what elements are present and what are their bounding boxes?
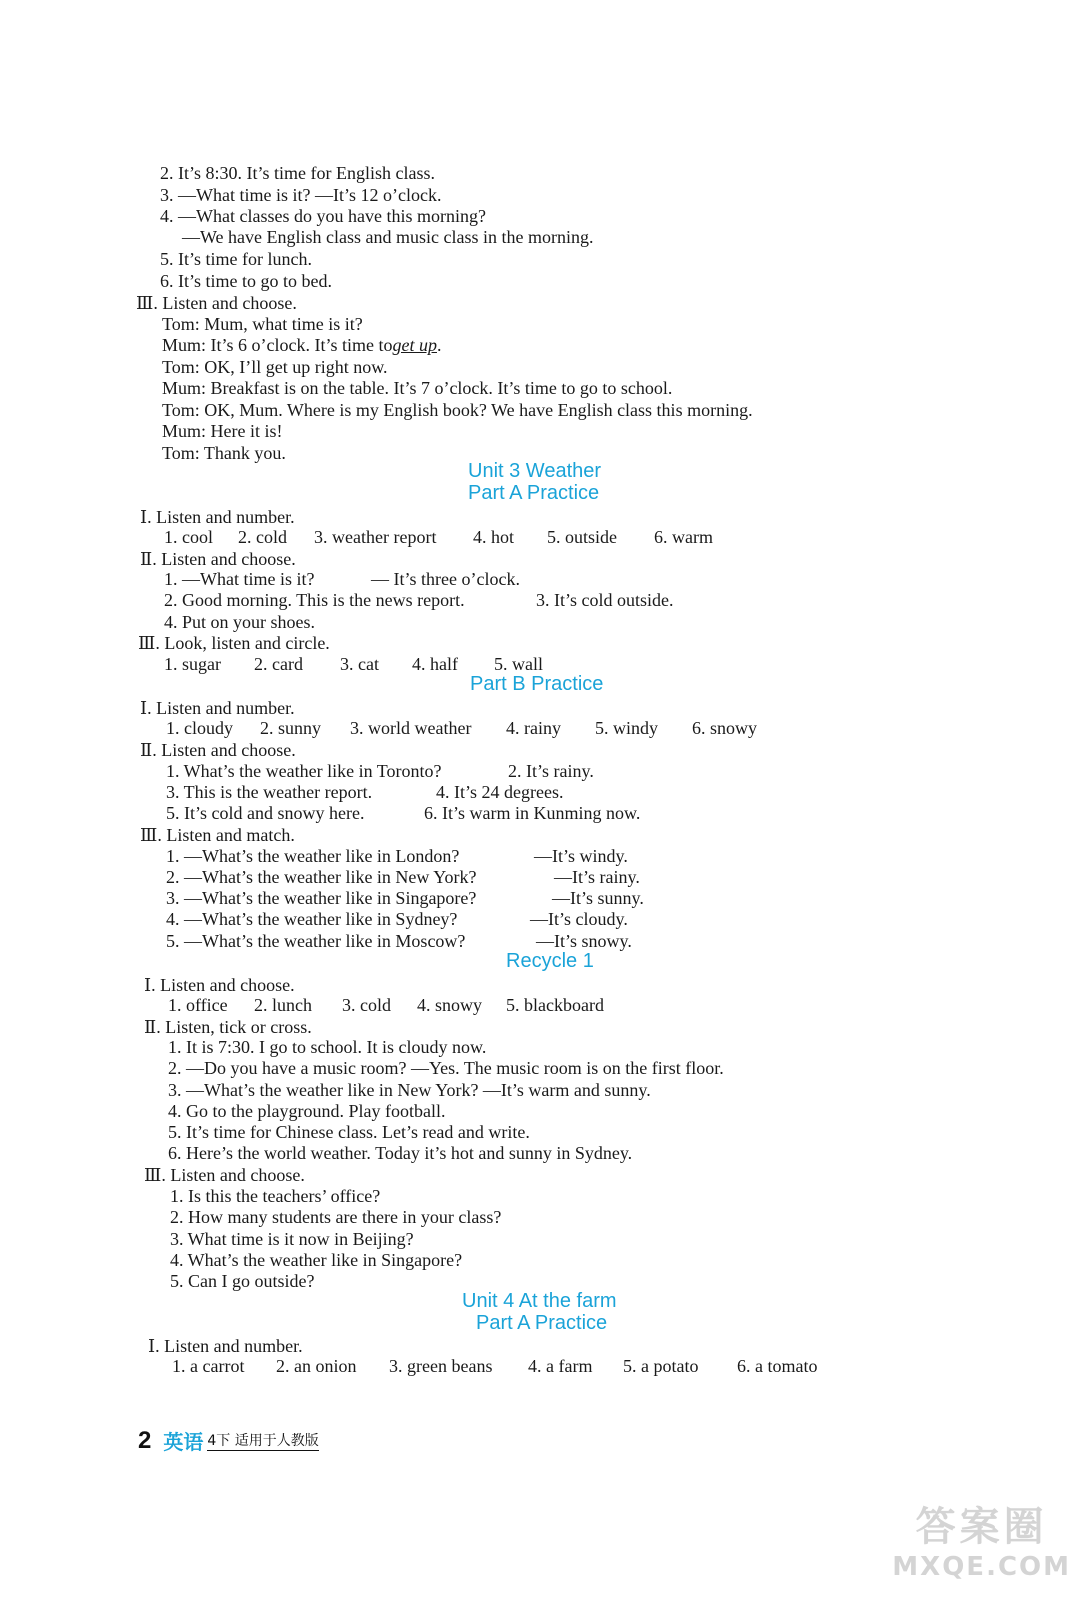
text-line <box>166 930 632 952</box>
text-segment: 5. —What’s the weather like in Moscow? <box>166 931 466 951</box>
text-segment: —It’s cloudy. <box>530 909 628 929</box>
section-heading: Ⅲ. Look, listen and circle. <box>138 633 330 653</box>
text-line <box>166 845 628 867</box>
text-line: 6. Here’s the world weather. Today it’s hot and sunny in Sydney. <box>168 1143 633 1163</box>
text-segment: —It’s rainy. <box>554 867 640 887</box>
part-title: Part A Practice <box>476 1312 608 1334</box>
text-line: 3. What time is it now in Beijing? <box>170 1229 414 1249</box>
text-line <box>166 908 628 930</box>
text-line: 6. It’s time to go to bed. <box>160 271 332 291</box>
section-heading: Ⅰ. Listen and number. <box>140 507 295 527</box>
answer-row <box>172 1355 817 1377</box>
text-line: 4. —What classes do you have this morning? <box>160 206 486 226</box>
text-line: 3. —What’s the weather like in New York? —It’s warm and sunny. <box>168 1080 651 1100</box>
answer-item: 2. sunny <box>260 718 322 738</box>
answer-item: 1. cool <box>164 527 213 547</box>
unit-title: Unit 4 At the farm <box>462 1290 617 1312</box>
answer-item: 5. windy <box>595 718 658 738</box>
text-line: 5. It’s time for lunch. <box>160 249 312 269</box>
text-segment: 2. It’s rainy. <box>508 761 594 781</box>
answer-item: 3. cold <box>342 995 391 1015</box>
section-heading: Ⅰ. Listen and number. <box>148 1336 303 1356</box>
answer-row <box>164 526 713 548</box>
watermark-url: MXQE.COM <box>892 1552 1071 1582</box>
watermark-logo-text: 答案圈 <box>915 1504 1048 1550</box>
dialogue-text: Mum: It’s 6 o’clock. It’s time to <box>162 335 393 355</box>
answer-item: 4. hot <box>473 527 515 547</box>
answer-item: 2. lunch <box>254 995 312 1015</box>
text-line: 1. It is 7:30. I go to school. It is cloudy now. <box>168 1037 487 1057</box>
section-heading: Ⅰ. Listen and choose. <box>144 975 295 995</box>
text-segment: 4. It’s 24 degrees. <box>436 782 564 802</box>
page-number: 2 <box>138 1426 152 1454</box>
section-heading: Ⅲ. Listen and choose. <box>136 293 297 313</box>
answer-item: 6. snowy <box>692 718 758 738</box>
answer-item: 3. weather report <box>314 527 437 547</box>
section-heading: Ⅲ. Listen and choose. <box>144 1165 305 1185</box>
text-line: 5. It’s time for Chinese class. Let’s read and write. <box>168 1122 530 1142</box>
dialogue-line: Tom: Mum, what time is it? <box>162 314 363 334</box>
unit-title: Unit 3 Weather <box>468 460 602 482</box>
text-segment: 1. —What’s the weather like in London? <box>166 846 460 866</box>
section-heading: Ⅱ. Listen, tick or cross. <box>144 1017 312 1037</box>
section-heading: Ⅱ. Listen and choose. <box>140 549 296 569</box>
dialogue-line: Mum: Breakfast is on the table. It’s 7 o’clock. It’s time to go to school. <box>162 378 673 398</box>
text-line: 2. How many students are there in your class? <box>170 1207 502 1227</box>
answer-item: 5. wall <box>494 654 543 674</box>
blank-answer: get up <box>392 335 437 355</box>
answer-item: 2. cold <box>238 527 287 547</box>
answer-row <box>166 717 757 739</box>
text-line: 2. —Do you have a music room? —Yes. The music room is on the first floor. <box>168 1058 724 1078</box>
text-segment: 6. It’s warm in Kunming now. <box>424 803 641 823</box>
text-segment: 4. —What’s the weather like in Sydney? <box>166 909 458 929</box>
subject-label: 英语 <box>163 1430 204 1454</box>
dialogue-line: Tom: Thank you. <box>162 443 286 463</box>
text-line: 3. —What time is it? —It’s 12 o’clock. <box>160 185 442 205</box>
text-segment: 5. It’s cold and snowy here. <box>166 803 365 823</box>
text-line <box>166 760 594 782</box>
text-segment: 3. It’s cold outside. <box>536 590 674 610</box>
section-heading: Ⅲ. Listen and match. <box>140 825 295 845</box>
grade-edition-label: 4下 适用于人教版 <box>207 1430 318 1451</box>
text-line <box>166 781 563 803</box>
text-line: 4. Put on your shoes. <box>164 612 316 632</box>
answer-item: 6. a tomato <box>737 1356 818 1376</box>
answer-item: 3. cat <box>340 654 379 674</box>
answer-item: 4. half <box>412 654 458 674</box>
section-heading: Ⅰ. Listen and number. <box>140 698 295 718</box>
part-title: Part A Practice <box>468 482 600 504</box>
dialogue-line <box>162 334 441 356</box>
answer-item: 5. outside <box>547 527 617 547</box>
answer-item: 4. snowy <box>417 995 483 1015</box>
text-line: 4. Go to the playground. Play football. <box>168 1101 446 1121</box>
text-segment: 1. What’s the weather like in Toronto? <box>166 761 442 781</box>
answer-row <box>164 653 543 675</box>
text-segment: 2. —What’s the weather like in New York? <box>166 867 477 887</box>
text-line <box>164 589 674 611</box>
answer-item: 6. warm <box>654 527 713 547</box>
answer-item: 4. rainy <box>506 718 561 738</box>
text-segment: —It’s windy. <box>534 846 628 866</box>
text-line: —We have English class and music class in the morning. <box>182 227 594 247</box>
text-segment: 1. —What time is it? <box>164 569 315 589</box>
text-segment: 2. Good morning. This is the news report. <box>164 590 465 610</box>
text-segment: — It’s three o’clock. <box>371 569 520 589</box>
answer-item: 1. office <box>168 995 228 1015</box>
text-segment: 3. —What’s the weather like in Singapore? <box>166 888 477 908</box>
text-segment: —It’s sunny. <box>552 888 644 908</box>
text-segment: —It’s snowy. <box>536 931 632 951</box>
answer-row <box>168 994 604 1016</box>
dialogue-line: Mum: Here it is! <box>162 421 283 441</box>
text-line <box>164 568 520 590</box>
answer-item: 1. a carrot <box>172 1356 245 1376</box>
text-line <box>166 887 644 909</box>
text-line <box>166 802 640 824</box>
answer-item: 3. green beans <box>389 1356 493 1376</box>
text-line: 1. Is this the teachers’ office? <box>170 1186 381 1206</box>
section-heading: Ⅱ. Listen and choose. <box>140 740 296 760</box>
part-title: Part B Practice <box>470 673 604 695</box>
dialogue-text: . <box>436 335 442 355</box>
answer-item: 2. card <box>254 654 303 674</box>
answer-item: 2. an onion <box>276 1356 357 1376</box>
unit-title: Recycle 1 <box>506 950 594 972</box>
answer-item: 4. a farm <box>528 1356 593 1376</box>
watermark <box>892 1495 1071 1582</box>
answer-item: 5. blackboard <box>506 995 604 1015</box>
page-footer <box>138 1426 319 1455</box>
text-segment: 3. This is the weather report. <box>166 782 373 802</box>
answer-item: 5. a potato <box>623 1356 699 1376</box>
text-line: 2. It’s 8:30. It’s time for English class. <box>160 163 435 183</box>
answer-item: 1. sugar <box>164 654 221 674</box>
text-line: 4. What’s the weather like in Singapore? <box>170 1250 463 1270</box>
dialogue-line: Tom: OK, I’ll get up right now. <box>162 357 388 377</box>
answer-item: 3. world weather <box>350 718 472 738</box>
dialogue-line: Tom: OK, Mum. Where is my English book? We have English class this morning. <box>162 400 753 420</box>
text-line: 5. Can I go outside? <box>170 1271 315 1291</box>
text-line <box>166 866 640 888</box>
answer-item: 1. cloudy <box>166 718 233 738</box>
